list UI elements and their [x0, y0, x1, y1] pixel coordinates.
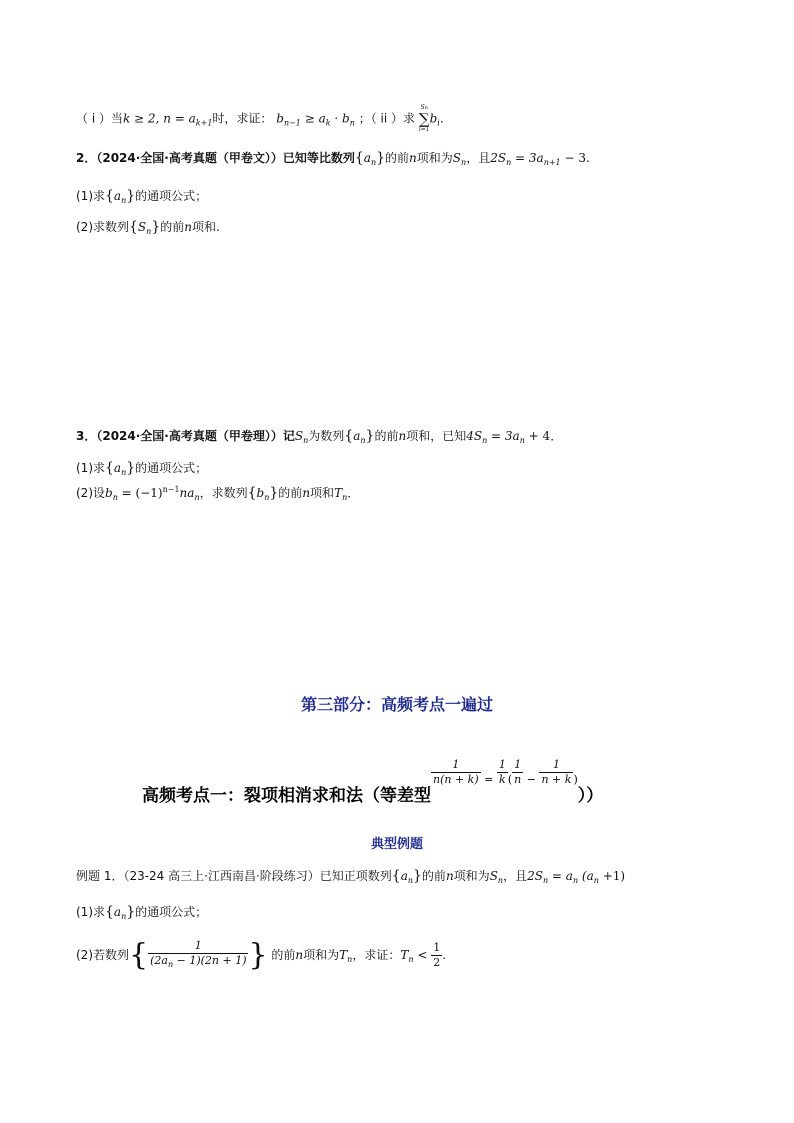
paren: ) [573, 773, 578, 786]
left-brace: { [129, 937, 149, 973]
fraction [431, 941, 442, 970]
formula: b [256, 486, 265, 500]
subscript: n [497, 876, 504, 885]
numerator: 1 [148, 939, 248, 954]
formula: T [400, 948, 409, 962]
text-segment: (2)若数列 [76, 948, 129, 962]
denominator: n + k [541, 773, 572, 786]
fraction [148, 939, 248, 972]
denominator [148, 954, 248, 972]
subscript: n [303, 436, 309, 445]
formula: ≥ a [300, 111, 326, 126]
example-1: 例题 1．（23-24 高三上·江西南昌·阶段练习）已知正项数列$\{a_n\}$的前n项和为$S_n$，且$2S_n = a_n$ $(a_n +1)$ [76, 868, 626, 885]
formula: S [137, 220, 147, 234]
text-segment: 项和，已知 [406, 429, 467, 443]
superscript: n−1 [162, 485, 180, 494]
sum-upper: S [420, 104, 425, 111]
subscript: n [121, 912, 127, 921]
condition-formula: k ≥ 2, n = a [122, 111, 196, 126]
question-3-part-2: (2)设$b_n = (-1)^{n-1}na_n$，求数列$\{b_n\}$的前n项和$T_n$． [76, 485, 360, 502]
formula: b [105, 486, 113, 500]
subscript: n [349, 118, 355, 128]
formula: T [334, 486, 343, 500]
question-3-part-1: (1)求$\{a_n\}$的通项公式； [76, 460, 208, 477]
sum-lower: i=1 [418, 126, 430, 133]
fraction [497, 758, 508, 787]
formula: n [445, 869, 454, 883]
topic-title-end: ）） [577, 786, 604, 806]
equals: = [480, 773, 497, 786]
text-segment: ，求数列 [199, 486, 248, 500]
subscript: n [167, 960, 174, 969]
formula: = 3a [511, 151, 544, 165]
formula: (a [578, 869, 594, 883]
denominator: k [499, 773, 506, 786]
denominator-part: (2a [150, 954, 168, 967]
sum-upper-sub: n [424, 105, 428, 111]
text-segment: 项和为 [416, 151, 453, 165]
question-2: 2．（2024·全国·高考真题（甲卷文））已知等比数列$\{a_n\}$的前n项和为$S_n$，且$2S_n = 3a_{n+1} - 3$. [76, 150, 590, 167]
subscript: n [121, 468, 127, 477]
subscript: k [325, 118, 331, 128]
text-segment: . [442, 948, 447, 962]
formula: 2S [490, 151, 507, 165]
question-3: 3．（2024·全国·高考真题（甲卷理））记$S_n$为数列$\{a_n\}$的前n项和，已知$4S_n = 3a_n + 4$． [76, 428, 563, 445]
text-segment: 的通项公式； [135, 905, 208, 919]
text-segment: 项和 [310, 486, 335, 500]
subscript: n [194, 493, 200, 502]
example-1-part-2 [76, 936, 446, 979]
text-segment: . [439, 111, 444, 126]
formula: = (−1) [117, 486, 163, 500]
formula: n [302, 486, 311, 500]
fraction [539, 758, 573, 787]
formula: n [398, 429, 407, 443]
formula: na [179, 486, 195, 500]
formula: a [363, 151, 371, 165]
denominator: n [514, 773, 522, 786]
formula: a [113, 461, 122, 475]
subscript: n [482, 436, 488, 445]
less-than: < [413, 948, 432, 962]
text-segment: ，且 [466, 151, 491, 165]
subscript: n [146, 227, 152, 236]
formula: a [353, 429, 361, 443]
denominator: 2 [433, 956, 441, 969]
text-segment: 为数列 [308, 429, 345, 443]
text-segment: (2)设 [76, 486, 105, 500]
question-label: 3．（2024·全国·高考真题（甲卷理））记 [76, 429, 295, 443]
numerator: 1 [498, 758, 506, 771]
text-segment: ． [347, 486, 360, 500]
denominator-part: − 1)(2n + 1) [173, 954, 247, 967]
formula: +1) [598, 869, 626, 883]
subscript: n [408, 955, 414, 964]
text-segment: 的前 [278, 486, 303, 500]
subscript: n−1 [283, 118, 301, 128]
formula: = 3a [487, 429, 520, 443]
fraction [431, 758, 481, 787]
text-segment: (1)求 [76, 905, 105, 919]
formula: a [113, 189, 122, 203]
formula: n [295, 948, 304, 962]
formula: n [409, 151, 417, 165]
question-label: 2．（2024·全国·高考真题（甲卷文））已知等比数列 [76, 151, 355, 165]
subscript: n [121, 196, 127, 205]
question-2-part-1: (1)求$\{a_n\}$的通项公式； [76, 188, 208, 205]
text-segment: （ i ）当 [76, 111, 123, 126]
subscript: n [542, 876, 549, 885]
text-segment: 的前 [421, 869, 446, 883]
text-segment: 项和为 [453, 869, 490, 883]
text-segment: ． [550, 429, 563, 443]
subquestion-line [76, 104, 444, 134]
denominator: n(n + k) [433, 773, 479, 786]
formula: b [429, 111, 438, 126]
formula: + 4 [524, 429, 551, 443]
text-segment: (2)求数列 [76, 220, 129, 234]
section-title: 第三部分：高频考点一遍过 [300, 695, 493, 714]
subscript: k+1 [195, 118, 213, 128]
subscript: n [112, 493, 118, 502]
text-segment: 的通项公式； [135, 189, 208, 203]
example-label: 例题 1．（23-24 高三上·江西南昌·阶段练习）已知正项数列 [76, 869, 392, 883]
text-segment: 的前 [374, 429, 399, 443]
formula: S [452, 151, 462, 165]
examples-title: 典型例题 [370, 837, 423, 852]
subscript: n [506, 158, 512, 167]
numerator: 1 [539, 758, 573, 773]
subscript: n [407, 876, 413, 885]
question-2-part-2: (2)求数列$\{S_n\}$的前n项和. [76, 219, 220, 236]
formula: T [339, 948, 348, 962]
text-segment: 的前 [385, 151, 410, 165]
text-segment: ，且 [503, 869, 528, 883]
right-brace: } [248, 937, 268, 973]
formula: S [489, 869, 498, 883]
minus: − [523, 773, 540, 786]
subscript: n [264, 493, 270, 502]
subscript: n+1 [543, 158, 561, 167]
formula: n [184, 220, 192, 234]
formula: = a [548, 869, 573, 883]
text-segment: 时，求证： [212, 111, 273, 126]
topic-heading [142, 758, 603, 806]
subscript: n [593, 876, 599, 885]
formula: 4S [466, 429, 483, 443]
formula: a [400, 869, 408, 883]
sigma-symbol: ∑ [418, 110, 430, 128]
formula: a [113, 905, 122, 919]
formula: − 3. [560, 151, 590, 165]
numerator: 1 [512, 758, 523, 773]
fraction [512, 758, 523, 787]
formula: 2S [527, 869, 543, 883]
text-segment: 的前 [160, 220, 185, 234]
text-segment: 的通项公式； [135, 461, 208, 475]
text-segment: 项和. [191, 220, 220, 234]
subscript: n [461, 158, 467, 167]
subscript: i [437, 118, 440, 128]
numerator: 1 [433, 941, 441, 954]
text-segment: (1)求 [76, 461, 105, 475]
numerator: 1 [431, 758, 481, 773]
formula: b [276, 111, 284, 126]
text-segment: ，求证： [352, 948, 401, 962]
subscript: n [519, 436, 525, 445]
subscript: n [572, 876, 579, 885]
topic-title: 高频考点一：裂项相消求和法（等差型 [142, 786, 431, 806]
text-segment: (1)求 [76, 189, 105, 203]
text-segment: 的前 [267, 948, 296, 962]
subscript: n [370, 158, 377, 167]
formula: S [294, 429, 304, 443]
subscript: n [347, 955, 353, 964]
text-segment: ；（ ii ）求 [358, 111, 416, 126]
formula: · b [330, 111, 350, 126]
subscript: n [342, 493, 348, 502]
paren: ( [507, 773, 513, 786]
subscript: n [360, 436, 366, 445]
summation [419, 104, 430, 134]
example-1-part-1: (1)求$\{a_n\}$的通项公式； [76, 904, 208, 921]
text-segment: 项和为 [303, 948, 340, 962]
